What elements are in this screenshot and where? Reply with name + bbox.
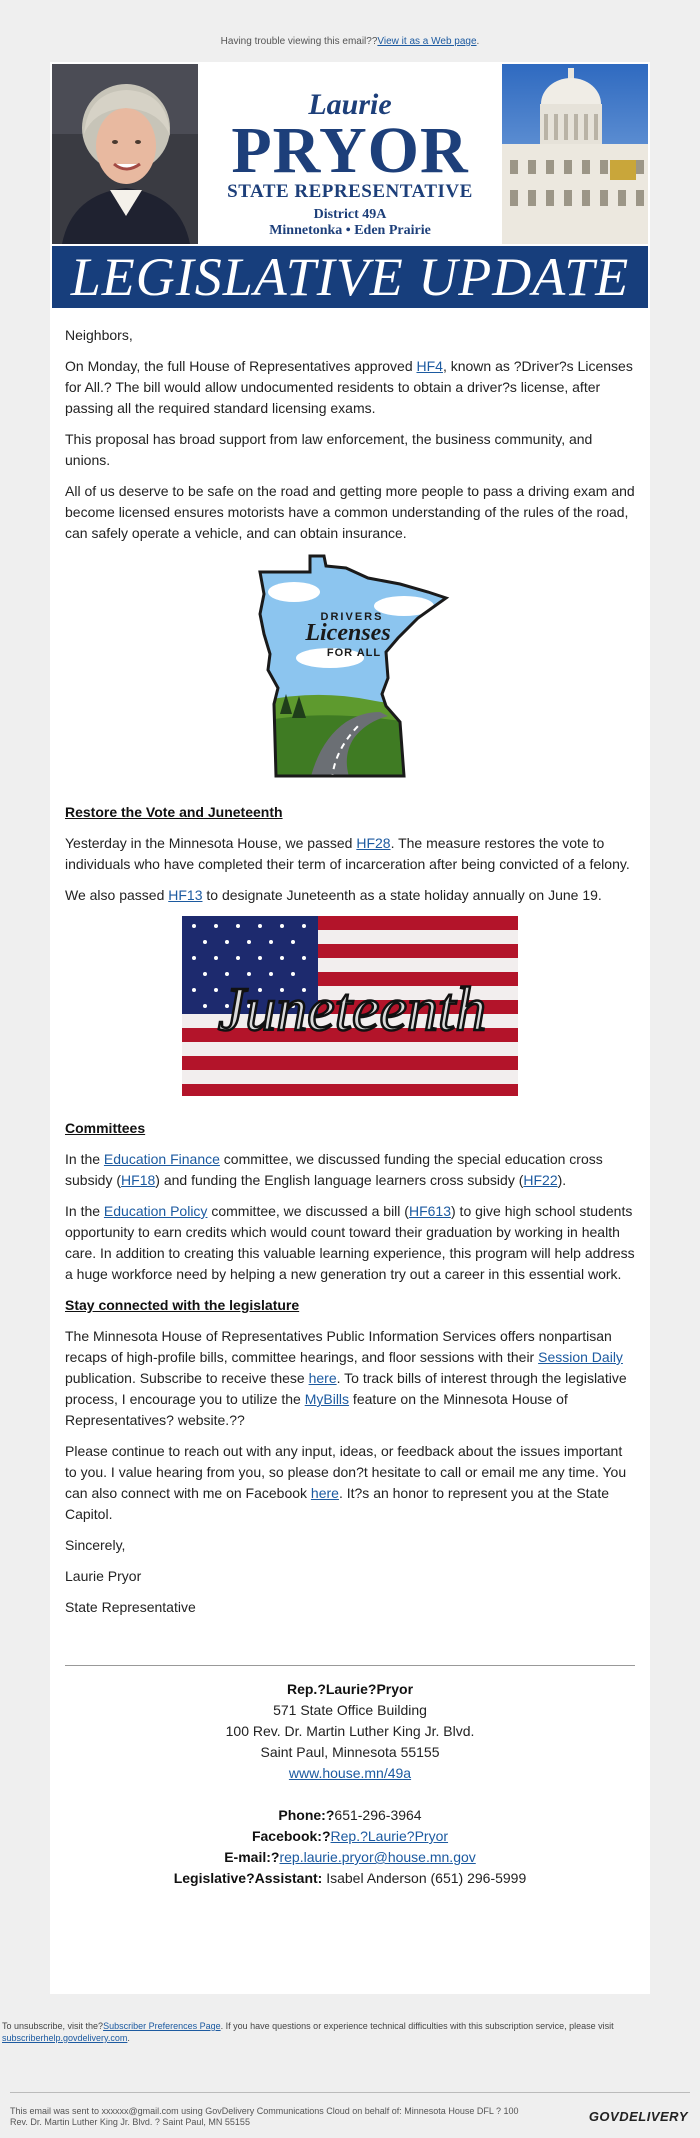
text: . The measure restores the vote to individuals who have completed their term of incarceration after being convicted of a felony.	[65, 835, 630, 872]
education-policy-link[interactable]: Education Policy	[103, 1203, 208, 1219]
name-block	[200, 64, 500, 244]
subscriber-help-link[interactable]: subscriberhelp.govdelivery.com	[2, 2033, 128, 2043]
sent-notice	[10, 2106, 570, 2128]
header-banner	[50, 62, 650, 310]
session-daily-link[interactable]: Session Daily	[538, 1349, 623, 1365]
spacer	[50, 1784, 650, 1805]
text: . It?s an honor to represent you at the State Capitol.	[65, 1485, 610, 1522]
text: ).	[557, 1172, 567, 1188]
closing: Sincerely,	[65, 1537, 126, 1553]
hf18-link[interactable]: HF18	[121, 1172, 156, 1188]
email-body	[50, 62, 650, 1994]
hf4-link[interactable]: HF4	[416, 358, 443, 374]
capitol-photo	[502, 64, 648, 244]
vote-paragraph-1	[65, 833, 635, 875]
text: . To track bills of interest through the legislative process, I encourage you to utilize the	[65, 1370, 627, 1407]
education-finance-link[interactable]: Education Finance	[103, 1151, 220, 1167]
email-line	[50, 1847, 650, 1868]
dl-line-2: Licenses	[305, 620, 391, 646]
text: . If you have questions or experience technical difficulties with this subscription service, please visit	[220, 2021, 614, 2031]
intro-paragraph-2: This proposal has broad support from law enforcement, the business community, and unions.	[65, 431, 593, 468]
vote-heading: Restore the Vote and Juneteenth	[65, 804, 283, 820]
dl-line-1: DRIVERS	[320, 611, 384, 623]
text: to designate Juneteenth as a state holiday annually on June 19.	[202, 887, 602, 903]
mybills-link[interactable]: MyBills	[304, 1391, 350, 1407]
legal-divider	[10, 2092, 690, 2093]
preheader-tail: .	[476, 36, 480, 47]
assistant-value: Isabel Anderson (651) 296-5999	[322, 1870, 527, 1886]
committees-paragraph-1	[65, 1149, 635, 1191]
preheader-text: Having trouble viewing this email??	[220, 36, 378, 47]
facebook-link[interactable]: Rep.?Laurie?Pryor	[330, 1828, 449, 1844]
last-name: PRYOR	[231, 114, 469, 187]
contact-street: 100 Rev. Dr. Martin Luther King Jr. Blvd.	[225, 1723, 475, 1739]
facebook-here-link[interactable]: here	[310, 1485, 339, 1501]
facebook-line	[50, 1826, 650, 1847]
website-link[interactable]: www.house.mn/49a	[288, 1765, 412, 1781]
unsubscribe-notice	[0, 2020, 700, 2044]
assistant-line	[50, 1868, 650, 1889]
assistant-label: Legislative?Assistant:	[173, 1870, 323, 1886]
preheader	[0, 0, 700, 62]
text: committee, we discussed a bill (	[207, 1203, 409, 1219]
juneteenth-script: Juneteenth	[217, 976, 487, 1044]
text: In the	[65, 1151, 104, 1167]
text: To unsubscribe, visit the?	[2, 2021, 104, 2031]
contact-block	[50, 1666, 650, 1889]
first-name: Laurie	[308, 88, 392, 121]
phone-label: Phone:?	[278, 1807, 335, 1823]
representative-title: STATE REPRESENTATIVE	[227, 181, 473, 202]
hf28-link[interactable]: HF28	[356, 835, 391, 851]
hf13-link[interactable]: HF13	[168, 887, 203, 903]
intro-paragraph-3: All of us deserve to be safe on the road and getting more people to pass a driving exam and become licensed ensures motorists have a common understanding of the rules of the road, can safely operate a vehicle, and can obtain insurance.	[65, 483, 635, 541]
main-content	[50, 310, 650, 1618]
email-label: E-mail:?	[224, 1849, 280, 1865]
text: In the	[65, 1203, 104, 1219]
text: publication. Subscribe to receive these	[65, 1370, 309, 1386]
signature-title: State Representative	[65, 1599, 196, 1615]
text: The Minnesota House of Representatives Public Information Services offers nonpartisan recaps of high-profile bills, committee hearings, and floor sessions with their	[65, 1328, 612, 1365]
text: feature on the Minnesota House of Representatives? website.??	[65, 1391, 568, 1428]
hf613-link[interactable]: HF613	[408, 1203, 451, 1219]
phone-line	[50, 1805, 650, 1826]
drivers-licenses-graphic	[65, 554, 635, 786]
subscriber-preferences-link[interactable]: Subscriber Preferences Page	[103, 2021, 221, 2031]
contact-name: Rep.?Laurie?Pryor	[286, 1681, 414, 1697]
text: On Monday, the full House of Representatives approved	[65, 358, 417, 374]
stay-paragraph-2	[65, 1441, 635, 1525]
portrait-photo	[52, 64, 198, 244]
hf22-link[interactable]: HF22	[523, 1172, 558, 1188]
contact-city: Saint Paul, Minnesota 55155	[260, 1744, 440, 1760]
phone-number: 651-296-3964	[334, 1807, 422, 1823]
newsletter-headline: LEGISLATIVE UPDATE	[70, 247, 630, 307]
text: committee, we discussed funding the special education cross subsidy (	[65, 1151, 603, 1188]
sent-line-1: This email was sent to xxxxxx@gmail.com using GovDelivery Communications Cloud on behalf of: Minnesota House DFL ? 100	[10, 2106, 519, 2116]
legislative-update-bar	[52, 246, 648, 308]
govdelivery-logo[interactable]: GOVDELIVERY	[588, 2109, 688, 2124]
committees-paragraph-2	[65, 1201, 635, 1285]
stay-paragraph-1	[65, 1326, 635, 1431]
text: ) and funding the English language learners cross subsidy (	[155, 1172, 524, 1188]
juneteenth-graphic	[65, 916, 635, 1102]
intro-paragraph-1	[65, 356, 635, 419]
sent-line-2: Rev. Dr. Martin Luther King Jr. Blvd. ? Saint Paul, MN 55155	[10, 2117, 250, 2127]
contact-office: 571 State Office Building	[273, 1702, 427, 1718]
greeting: Neighbors,	[65, 327, 133, 343]
vote-paragraph-2	[65, 885, 635, 906]
text: We also passed	[65, 887, 169, 903]
text: .	[127, 2033, 130, 2043]
subscribe-here-link[interactable]: here	[308, 1370, 337, 1386]
signature-name: Laurie Pryor	[65, 1568, 142, 1584]
district-cities: Minnetonka • Eden Prairie	[269, 223, 431, 238]
committees-heading: Committees	[65, 1120, 146, 1136]
text: , known as ?Driver?s Licenses for All.? The bill would allow undocumented residents to obtain a driver?s license, after passing all the required standard licensing exams.	[65, 358, 633, 416]
dl-line-3: FOR ALL	[326, 647, 382, 659]
view-web-link[interactable]: View it as a Web page	[377, 36, 477, 47]
facebook-label: Facebook:?	[251, 1828, 331, 1844]
text: Please continue to reach out with any input, ideas, or feedback about the issues important to you. I value hearing from you, so please don?t hesitate to call or email me any time. You can also connect with me on Facebook	[65, 1443, 627, 1501]
email-link[interactable]: rep.laurie.pryor@house.mn.gov	[279, 1849, 476, 1865]
text: Yesterday in the Minnesota House, we passed	[65, 835, 357, 851]
stay-connected-heading: Stay connected with the legislature	[65, 1297, 300, 1313]
district-label: District 49A	[313, 207, 387, 222]
text: ) to give high school students opportunity to earn credits which would count toward their graduation by working in health care. In addition to creating this valuable learning experience, this program will help address a huge workforce need by helping a new generation try out a career in this essential work.	[65, 1203, 635, 1282]
